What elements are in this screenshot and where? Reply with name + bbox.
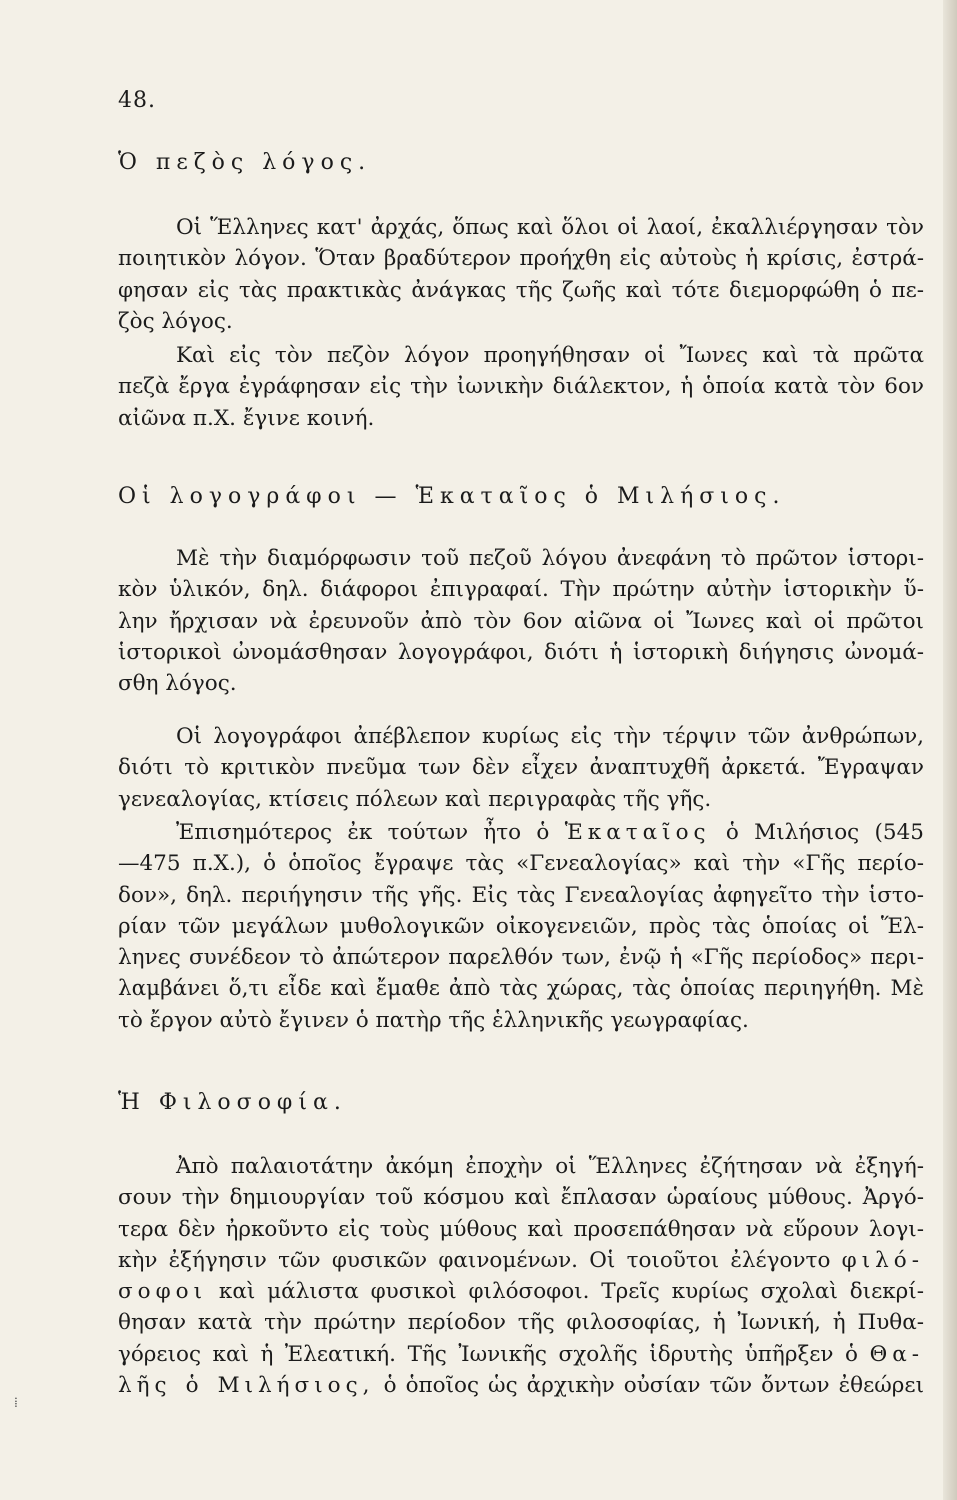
section-heading-logographers: Οἱ λογογράφοι — Ἑκαταῖος ὁ Μιλήσιος. — [118, 484, 786, 509]
text-line: ἱστορικοὶ ὠνομάσθησαν λογογράφοι, διότι ἡ ἱστορικὴ διήγησις ὠνομά- — [118, 639, 924, 665]
paragraph-prose-intro — [118, 212, 924, 337]
section-heading-philosophy: Ἡ Φιλοσοφία. — [118, 1090, 347, 1115]
text-line: λην ἤρχισαν νὰ ἐρευνοῦν ἀπὸ τὸν 6ον αἰῶνα οἱ Ἴωνες καὶ οἱ πρῶτοι — [118, 608, 924, 634]
text-line: κὸν ὑλικόν, δηλ. διάφοροι ἐπιγραφαί. Τὴν πρώτην αὐτὴν ἱστορικὴν ὕ- — [118, 577, 924, 603]
paragraph-ionians — [118, 340, 924, 434]
text-line: ρίαν τῶν μεγάλων μυθολογικῶν οἰκογενειῶν, πρὸς τὰς ὁποίας οἱ Ἕλ- — [118, 913, 924, 939]
text-line: λαμβάνει ὅ,τι εἶδε καὶ ἔμαθε ἀπὸ τὰς χώρας, τὰς ὁποίας περιηγήθη. Μὲ — [118, 976, 924, 1002]
text-line: τερα δὲν ἠρκοῦντο εἰς τοὺς μύθους καὶ προσεπάθησαν νὰ εὕρουν λογι- — [118, 1216, 924, 1242]
page-edge-shadow — [943, 0, 957, 1500]
text-line: Ἀπὸ παλαιοτάτην ἀκόμη ἐποχὴν οἱ Ἕλληνες ἐζήτησαν νὰ ἐξηγή- — [176, 1154, 924, 1179]
section-heading-prose: Ὁ πεζὸς λόγος. — [118, 150, 372, 175]
text-line: —475 π.Χ.), ὁ ὁποῖος ἔγραψε τὰς «Γενεαλογίας» καὶ τὴν «Γῆς περίο- — [118, 851, 924, 877]
text-line — [118, 1276, 924, 1307]
paragraph-philosophy — [118, 1151, 924, 1401]
paragraph-logographers-aim — [118, 721, 924, 815]
text-fragment: καὶ μάλιστα φυσικοὶ φιλόσοφοι. Τρεῖς κυρίως σχολαὶ διεκρί- — [218, 1279, 924, 1305]
spaced-name-hecataeus: Ἑκαταῖος — [564, 820, 711, 845]
text-line: γενεαλογίας, κτίσεις πόλεων καὶ περιγραφὰς τῆς γῆς. — [118, 786, 712, 812]
text-fragment: Ἐπισημότερος ἐκ τούτων ἦτο ὁ — [176, 820, 550, 845]
page-number: 48. — [118, 88, 156, 113]
margin-mark: ⁞ — [14, 1395, 18, 1411]
text-line: ζὸς λόγος. — [118, 308, 233, 334]
text-line: σουν τὴν δημιουργίαν τοῦ κόσμου καὶ ἔπλασαν ὡραίους μύθους. Ἀργό- — [118, 1185, 924, 1211]
text-line: ποιητικὸν λόγον. Ὅταν βραδύτερον προήχθη εἰς αὐτοὺς ἡ κρίσις, ἐστρά- — [118, 246, 924, 272]
text-line — [118, 1339, 924, 1370]
spaced-name-thales: Θα- — [869, 1341, 924, 1367]
text-line — [118, 817, 924, 848]
text-line: θησαν κατὰ τὴν πρώτην περίοδον τῆς φιλοσοφίας, ἡ Ἰωνική, ἡ Πυθα- — [118, 1310, 924, 1336]
text-line: πεζὰ ἔργα ἐγράφησαν εἰς τὴν ἰωνικὴν διάλεκτον, ἡ ὁποία κατὰ τὸν 6ον — [118, 374, 924, 400]
text-line: αἰῶνα π.Χ. ἔγινε κοινή. — [118, 405, 375, 431]
spaced-name-milesian: λῆς ὁ Μιλήσιος, — [118, 1373, 375, 1399]
text-line: φησαν εἰς τὰς πρακτικὰς ἀνάγκας τῆς ζωῆς καὶ τότε διεμορφώθη ὁ πε- — [118, 277, 924, 303]
text-line — [118, 1245, 924, 1276]
text-line: τὸ ἔργον αὐτὸ ἔγινεν ὁ πατὴρ τῆς ἑλληνικῆς γεωγραφίας. — [118, 1007, 749, 1033]
text-fragment: κὴν ἐξήγησιν τῶν φυσικῶν φαινομένων. Οἱ τοιοῦτοι ἐλέγοντο — [118, 1247, 831, 1273]
spaced-word-sophoi: σοφοι — [118, 1279, 208, 1305]
text-fragment: ὁ Μιλήσιος (545 — [725, 820, 924, 845]
text-line — [118, 1370, 924, 1401]
text-line: ληνες συνέδεον τὸ ἀπώτερον παρελθόν των, ἐνῷ ἡ «Γῆς περίοδος» περι- — [118, 945, 924, 971]
text-line: Καὶ εἰς τὸν πεζὸν λόγον προηγήθησαν οἱ Ἴωνες καὶ τὰ πρῶτα — [176, 343, 924, 368]
text-line: δον», δηλ. περιήγησιν τῆς γῆς. Εἰς τὰς Γενεαλογίας ἀφηγεῖτο τὴν ἱστο- — [118, 882, 924, 908]
text-fragment: ὁ ὁποῖος ὡς ἀρχικὴν οὐσίαν τῶν ὄντων ἐθεώρει — [383, 1373, 924, 1399]
text-line: διότι τὸ κριτικὸν πνεῦμα των δὲν εἶχεν ἀναπτυχθῆ ἀρκετά. Ἔγραψαν — [118, 755, 924, 781]
paragraph-hecataeus — [118, 817, 924, 1036]
text-line: σθη λόγος. — [118, 671, 237, 697]
spaced-word-philo: φιλό- — [841, 1247, 924, 1273]
paragraph-historical-material — [118, 543, 924, 699]
text-fragment: γόρειος καὶ ἡ Ἐλεατική. Τῆς Ἰωνικῆς σχολῆς ἱδρυτὴς ὑπῆρξεν ὁ — [118, 1341, 859, 1367]
text-line: Οἱ λογογράφοι ἀπέβλεπον κυρίως εἰς τὴν τέρψιν τῶν ἀνθρώπων, — [176, 724, 924, 749]
text-line: Μὲ τὴν διαμόρφωσιν τοῦ πεζοῦ λόγου ἀνεφάνη τὸ πρῶτον ἱστορι- — [176, 546, 924, 571]
text-line: Οἱ Ἕλληνες κατ' ἀρχάς, ὅπως καὶ ὅλοι οἱ λαοί, ἐκαλλιέργησαν τὸν — [176, 215, 924, 240]
